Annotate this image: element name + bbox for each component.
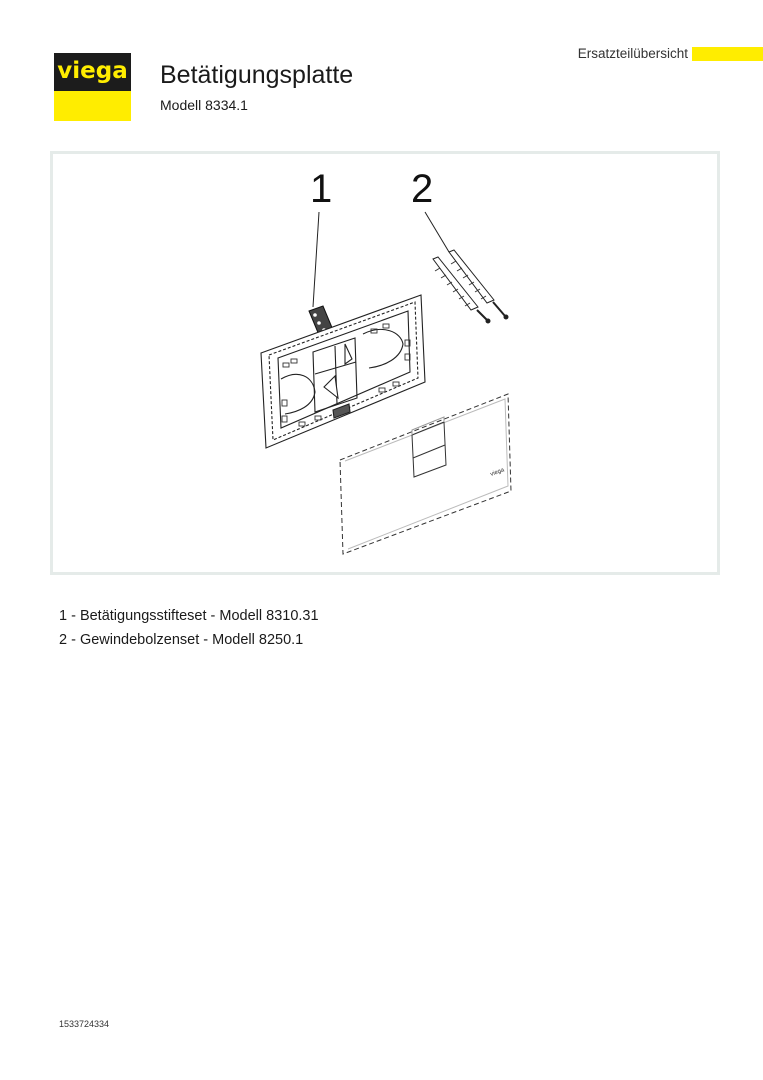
exploded-drawing (53, 154, 717, 572)
page-title: Betätigungsplatte (160, 61, 354, 89)
actuation-plate-part (340, 394, 511, 554)
viega-logo (54, 53, 131, 121)
document-type-accent-bar (692, 47, 763, 61)
parts-list-item: 1 - Betätigungsstifteset - Modell 8310.31 (59, 608, 319, 624)
model-subtitle: Modell 8334.1 (160, 97, 248, 113)
callout-2: 2 (411, 167, 434, 211)
document-type-label: Ersatzteilübersicht (577, 46, 688, 61)
exploded-view-figure (50, 151, 720, 575)
document-number: 1533724334 (59, 1019, 110, 1029)
mounting-frame-part (261, 295, 425, 448)
leader-line-1 (313, 212, 319, 307)
callout-1: 1 (310, 167, 333, 211)
logo-wordmark: viega (57, 58, 128, 84)
leader-line-2 (425, 212, 449, 252)
parts-list (59, 604, 319, 652)
svg-text:viega: viega (489, 467, 506, 478)
logo-yellow-block (54, 91, 131, 121)
threaded-bolt-set-part (433, 250, 508, 323)
parts-list-item: 2 - Gewindebolzenset - Modell 8250.1 (59, 632, 304, 648)
